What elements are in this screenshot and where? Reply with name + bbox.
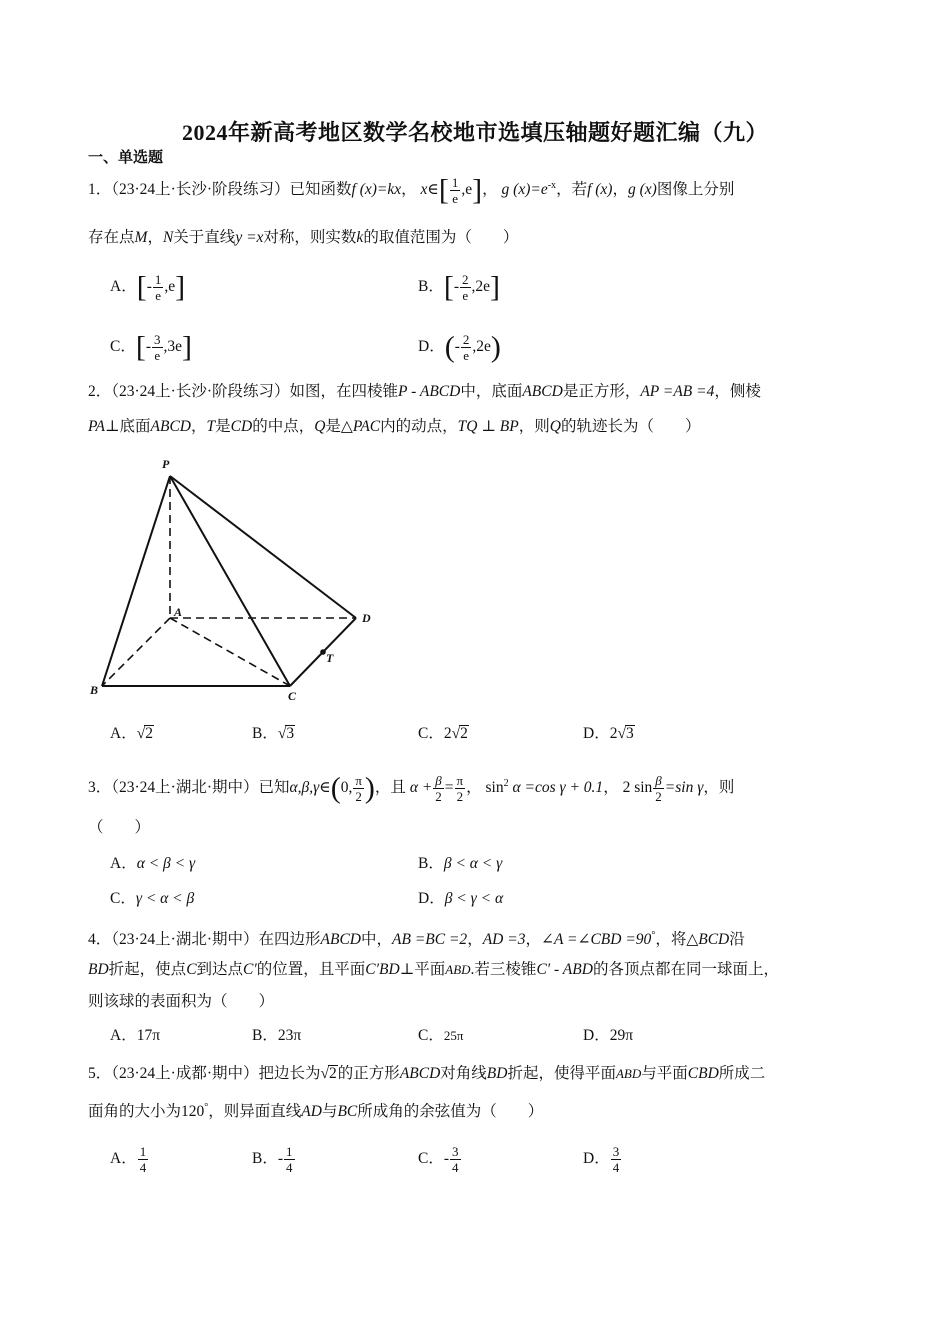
radicand: 2 [460, 725, 468, 742]
q4-var: C′ - ABD [536, 961, 593, 978]
q4-var: ABCD [320, 931, 361, 949]
numerator: 1 [154, 272, 162, 287]
option-value: 29π [609, 1027, 634, 1044]
q1-fx2: f (x) [587, 181, 613, 199]
q2-text: ，则 [518, 418, 550, 435]
label-B: B [90, 683, 99, 697]
option-value: γ < α < β [135, 890, 195, 907]
denominator: 2 [655, 789, 662, 805]
q4-text: 在四边形 [258, 931, 321, 949]
q4-line2 [88, 958, 779, 982]
q2-var: P - ABCD [398, 383, 461, 400]
q4-var: C′ [243, 961, 257, 978]
exponent: 2 [503, 778, 509, 789]
q1-text: 关于直线 [173, 229, 236, 246]
q4-text: .若三棱锥 [470, 961, 537, 978]
q2-text: 中，底面 [460, 383, 523, 400]
numerator: 1 [451, 175, 459, 191]
denominator: 4 [139, 1160, 147, 1175]
q1-var: y =x [235, 229, 264, 246]
q2-option-a[interactable] [110, 722, 154, 746]
denominator: e [154, 348, 161, 363]
bracket-right: ] [182, 330, 193, 364]
q5-text: ，则异面直线 [208, 1103, 302, 1121]
minus: - [454, 338, 460, 356]
q3-text: ，则 [703, 779, 735, 797]
q5-value: 120 [181, 1103, 205, 1121]
q5-text: 与 [321, 1103, 338, 1121]
q5-text: 所成角的余弦值为（ ） [357, 1103, 544, 1121]
radicand: 2 [329, 1065, 337, 1082]
q2-source: （23·24上·长沙·阶段练习） [111, 383, 290, 400]
q3-text: = [444, 779, 454, 797]
q1-option-b[interactable] [418, 272, 500, 303]
q3-option-d[interactable] [418, 887, 503, 911]
q1-number: 1． [88, 181, 112, 199]
q5-text: 把边长为 [258, 1065, 321, 1082]
denominator: 2 [355, 789, 362, 805]
q5-line2 [88, 1096, 543, 1124]
q4-text: ， [525, 931, 541, 949]
q1-text: ， [612, 181, 628, 199]
q5-source: （23·24上·成都·期中） [111, 1065, 259, 1082]
q2-line1 [88, 380, 761, 404]
denominator: 4 [612, 1160, 620, 1175]
q1-text: 已知函数 [289, 181, 352, 199]
e: e [168, 278, 176, 296]
q2-option-c[interactable] [418, 722, 469, 746]
pyramid-figure [86, 452, 386, 702]
comma: , [163, 338, 168, 356]
numerator: 3 [154, 332, 161, 347]
q5-var: BD [486, 1065, 508, 1082]
label-D: D [362, 611, 371, 625]
q1-text: 对称，则实数 [263, 229, 357, 246]
denominator: e [463, 348, 470, 363]
edge-PD [170, 476, 356, 618]
option-label: A． [110, 1027, 137, 1044]
q2-text: ，侧棱 [714, 383, 761, 400]
option-label: A． [110, 278, 137, 296]
q2-var: Q [549, 418, 561, 435]
section-heading: 一、单选题 [88, 150, 164, 166]
q3-var: =sin γ [664, 779, 704, 797]
bracket-right: ] [472, 173, 483, 207]
numerator: 3 [452, 1144, 459, 1159]
q4-var: C′BD [365, 961, 400, 978]
q4-var: ∠A =∠CBD =90 [540, 931, 652, 949]
q5-text: 面角的大小为 [88, 1103, 182, 1121]
q2-var: CD [230, 418, 253, 435]
bracket-left: [ [443, 270, 454, 304]
option-label: C． [418, 1150, 444, 1168]
sqrt-sign: √ [320, 1065, 330, 1082]
numerator: 2 [462, 272, 469, 287]
q4-text: 折起，使点 [108, 961, 187, 978]
comma: , [461, 181, 466, 199]
minus: - [146, 278, 152, 296]
q1-var: k [356, 229, 364, 246]
q1-text: 存在点 [88, 229, 135, 246]
numerator: β [433, 773, 444, 789]
q1-option-a[interactable] [110, 272, 185, 303]
q5-option-b[interactable] [252, 1144, 296, 1175]
q4-var: AD =3 [482, 931, 526, 949]
q4-text: 中， [361, 931, 393, 949]
q1-source: （23·24上·长沙·阶段练习） [111, 181, 290, 199]
label-P: P [162, 457, 170, 471]
q1-text: 的取值范围为（ ） [363, 229, 519, 246]
e: e [465, 181, 473, 199]
bracket-right: ] [175, 270, 186, 304]
numerator: β [653, 773, 664, 789]
q2-line2 [88, 415, 700, 439]
q4-option-c[interactable] [418, 1024, 463, 1048]
sqrt-sign: √ [277, 725, 287, 742]
edge-AC-hidden [170, 618, 290, 686]
q2-number: 2． [88, 383, 112, 400]
q1-gx: g (x)=e [501, 181, 548, 199]
q3-text: 2 sin [622, 779, 653, 797]
q3-text: ， [603, 779, 619, 797]
denominator: 2 [456, 789, 464, 805]
q1-line1 [88, 174, 734, 206]
fraction [450, 175, 461, 206]
radicand: 3 [625, 725, 634, 742]
minus: - [453, 278, 460, 296]
q3-line1 [88, 772, 734, 804]
q5-text: 折起，使得平面 [507, 1065, 616, 1082]
q4-var: ABD [445, 962, 471, 977]
paren-left: ( [330, 771, 341, 805]
q2-option-d[interactable] [583, 722, 635, 746]
comma: , [472, 338, 477, 356]
q3-option-c[interactable] [110, 887, 194, 911]
q4-var: C [186, 961, 197, 978]
fraction [611, 1144, 622, 1175]
q4-text: 的位置，且平面 [256, 961, 366, 978]
q1-var: M [134, 229, 148, 246]
q5-text: 与平面 [641, 1065, 688, 1082]
coefficient: 2 [609, 725, 618, 742]
numerator: 3 [612, 1144, 620, 1159]
q2-text: ⊥底面 [104, 418, 151, 435]
label-C: C [288, 689, 297, 702]
fraction [461, 332, 472, 363]
option-label: C． [418, 1027, 444, 1044]
q2-text: 的中点， [252, 418, 315, 435]
comma: , [471, 278, 476, 296]
fraction [450, 1144, 461, 1175]
q5-var: AD [301, 1103, 322, 1121]
bracket-left: [ [136, 270, 147, 304]
q1-text: ， [147, 229, 163, 246]
fraction [353, 773, 364, 804]
option-value: β < γ < α [444, 890, 504, 907]
denominator: 4 [452, 1160, 459, 1175]
point-T [320, 649, 326, 655]
option-label: C． [110, 890, 136, 907]
q2-text: ， [191, 418, 207, 435]
fraction [284, 1144, 295, 1175]
radicand: 2 [145, 725, 153, 742]
q3-option-a[interactable] [110, 852, 195, 876]
comma: , [164, 278, 169, 296]
q5-var: BC [337, 1103, 358, 1121]
denominator: 2 [435, 789, 442, 805]
minus: - [443, 1150, 450, 1168]
q1-option-c[interactable] [110, 332, 192, 363]
zero: 0 [340, 779, 349, 797]
fraction [153, 272, 164, 303]
page-title: 2024年新高考地区数学名校地市选填压轴题好题汇编（九） [181, 120, 768, 145]
q1-fx: f (x)=kx [351, 181, 402, 199]
exponent: -x [547, 180, 557, 191]
option-label: C． [110, 338, 136, 356]
q2-var: T [206, 418, 216, 435]
q2-text: 是正方形， [562, 383, 641, 400]
numerator: 1 [139, 1144, 147, 1159]
bracket-right: ] [490, 270, 501, 304]
fraction [433, 773, 444, 804]
q5-option-a[interactable] [110, 1144, 149, 1175]
q4-var: BD [88, 961, 109, 978]
q4-text: ， [467, 931, 483, 949]
option-label: B． [252, 725, 278, 742]
option-value: 25π [443, 1028, 464, 1043]
q3-option-b[interactable] [418, 852, 502, 876]
fraction [455, 773, 466, 804]
option-value: β < α < γ [443, 855, 503, 872]
q4-option-a[interactable] [110, 1024, 160, 1048]
q4-option-d[interactable] [583, 1024, 633, 1048]
option-value: 17π [136, 1027, 161, 1044]
numerator: 2 [462, 332, 470, 347]
numerator: π [456, 773, 464, 789]
fraction [152, 332, 163, 363]
option-value: α < β < γ [136, 855, 196, 872]
sqrt-sign: √ [451, 725, 461, 742]
q2-text: 是 [215, 418, 231, 435]
q2-option-b[interactable] [252, 722, 295, 746]
q2-text: 的轨迹长为（ ） [560, 418, 701, 435]
q2-text: 如图，在四棱锥 [289, 383, 399, 400]
minus: - [145, 338, 152, 356]
comma: , [348, 779, 353, 797]
value: 2e [475, 278, 491, 296]
bracket-left: [ [438, 173, 449, 207]
q1-x-in: x∈ [420, 181, 439, 199]
q1-option-d[interactable] [418, 332, 501, 363]
q4-text: ⊥平面 [399, 961, 446, 978]
q2-var: ABCD [522, 383, 563, 400]
label-T: T [326, 651, 334, 665]
q1-text: ， [482, 181, 498, 199]
q4-line3: 则该球的表面积为（ ） [88, 993, 275, 1010]
minus: - [277, 1150, 284, 1168]
sqrt-sign: √ [617, 725, 626, 742]
numerator: π [355, 773, 362, 789]
q2-var: Q [314, 418, 326, 435]
radicand: 3 [286, 725, 295, 742]
sqrt-sign: √ [136, 725, 146, 742]
option-label: A． [110, 855, 137, 872]
denominator: e [155, 288, 162, 303]
option-label: D． [583, 1027, 610, 1044]
q2-var: ABCD [150, 418, 191, 435]
q5-option-c[interactable] [418, 1144, 462, 1175]
q4-text: 到达点 [196, 961, 244, 978]
option-label: D． [583, 1150, 610, 1168]
q3-text: 已知 [258, 779, 290, 797]
q5-text: 的正方形 [337, 1065, 400, 1082]
q4-text: ，将△ [655, 931, 699, 949]
option-label: A． [110, 725, 137, 742]
q2-var: PAC [352, 418, 381, 435]
q1-text: ， [401, 181, 417, 199]
q2-text: 是△ [325, 418, 353, 435]
q3-var: α + [409, 779, 433, 797]
option-label: D． [583, 725, 610, 742]
q4-number: 4． [88, 931, 112, 949]
q3-text: ，且 [374, 779, 406, 797]
numerator: 1 [286, 1144, 293, 1159]
q5-line1 [88, 1062, 765, 1086]
q5-var: ABCD [399, 1065, 441, 1082]
option-label: C． [418, 725, 444, 742]
q1-var: N [162, 229, 174, 246]
q1-line2 [88, 226, 518, 250]
q2-var: AP =AB =4 [640, 383, 715, 400]
q3-text: sin [485, 779, 504, 797]
coefficient: 2 [443, 725, 452, 742]
fraction [653, 773, 664, 804]
q2-text: 内的动点， [380, 418, 458, 435]
q4-var: AB =BC =2 [392, 931, 468, 949]
q5-var: CBD [687, 1065, 719, 1082]
denominator: e [462, 288, 469, 303]
value: 2e [476, 338, 491, 356]
degree: ° [651, 930, 656, 941]
q4-line1 [88, 924, 745, 952]
degree: ° [204, 1102, 209, 1113]
q1-gx2: g (x) [627, 181, 657, 199]
bracket-left: [ [135, 330, 146, 364]
label-A: A [174, 605, 183, 619]
q2-var: PA [88, 418, 105, 435]
q5-option-d[interactable] [583, 1144, 622, 1175]
q3-var: α =cos γ + 0.1 [508, 779, 604, 797]
q5-var: ABD [615, 1066, 642, 1081]
paren-right: ) [364, 771, 375, 805]
edge-PC [170, 476, 290, 686]
q4-option-b[interactable] [252, 1024, 301, 1048]
option-label: A． [110, 1150, 137, 1168]
q4-var: BCD [698, 931, 730, 949]
option-value: 23π [277, 1027, 302, 1044]
q3-var: α,β,γ∈ [289, 779, 331, 797]
q5-text: 对角线 [440, 1065, 487, 1082]
q3-text: ， [466, 779, 482, 797]
q4-source: （23·24上·湖北·期中） [111, 931, 259, 949]
option-label: B． [418, 278, 444, 296]
edge-PB [102, 476, 170, 686]
fraction [460, 272, 471, 303]
q3-number: 3． [88, 779, 112, 797]
option-label: B． [418, 855, 444, 872]
q3-line2: （ ） [88, 819, 151, 836]
value: 3e [167, 338, 183, 356]
q1-text: ，若 [556, 181, 588, 199]
q4-text: 沿 [729, 931, 745, 949]
option-label: D． [418, 890, 445, 907]
denominator: 4 [286, 1160, 293, 1175]
q5-number: 5． [88, 1065, 112, 1082]
q4-text: 的各顶点都在同一球面上， [592, 961, 779, 978]
option-label: B． [252, 1027, 278, 1044]
q5-text: 所成二 [718, 1065, 766, 1082]
option-label: D． [418, 338, 445, 356]
denominator: e [452, 191, 459, 207]
q3-source: （23·24上·湖北·期中） [111, 779, 259, 797]
option-label: B． [252, 1150, 278, 1168]
q2-var: TQ ⊥ BP [457, 418, 519, 435]
fraction [138, 1144, 149, 1175]
paren-left: ( [444, 330, 455, 364]
paren-right: ) [490, 330, 501, 364]
q1-text: 图像上分别 [656, 181, 735, 199]
